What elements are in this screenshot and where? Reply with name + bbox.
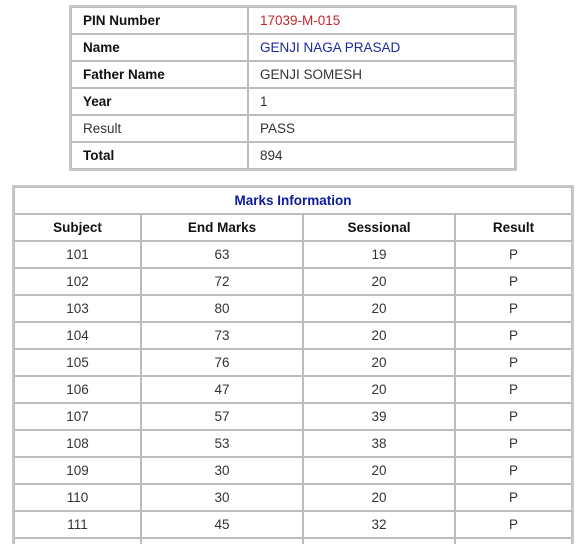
sessional-cell: 38 [303, 430, 455, 457]
sessional-cell: 39 [303, 403, 455, 430]
table-row [14, 403, 572, 430]
marks-table [12, 185, 574, 544]
subject-cell: 105 [14, 349, 141, 376]
table-row [14, 538, 572, 544]
pin-value: 17039-M-015 [248, 7, 515, 34]
sessional-cell [303, 538, 455, 544]
year-label: Year [71, 88, 248, 115]
name-row [71, 34, 515, 61]
result-cell: P [455, 430, 572, 457]
subject-cell: 103 [14, 295, 141, 322]
end-marks-cell: 72 [141, 268, 303, 295]
father-name-row [71, 61, 515, 88]
result-cell: P [455, 376, 572, 403]
sessional-cell: 20 [303, 295, 455, 322]
father-name-label: Father Name [71, 61, 248, 88]
student-info-table [69, 5, 517, 171]
result-cell: P [455, 295, 572, 322]
pin-label: PIN Number [71, 7, 248, 34]
result-row [71, 115, 515, 142]
table-row [14, 295, 572, 322]
end-marks-cell: 45 [141, 511, 303, 538]
table-row [14, 241, 572, 268]
subject-cell: 109 [14, 457, 141, 484]
end-marks-cell: 63 [141, 241, 303, 268]
marks-header-row [14, 214, 572, 241]
table-row [14, 349, 572, 376]
end-marks-cell: 53 [141, 430, 303, 457]
result-cell: P [455, 511, 572, 538]
total-row [71, 142, 515, 169]
subject-cell: 101 [14, 241, 141, 268]
sessional-cell: 20 [303, 484, 455, 511]
table-row [14, 376, 572, 403]
result-cell: P [455, 268, 572, 295]
result-cell: P [455, 484, 572, 511]
end-marks-cell: 47 [141, 376, 303, 403]
total-value: 894 [248, 142, 515, 169]
end-marks-cell: 30 [141, 457, 303, 484]
subject-cell: 106 [14, 376, 141, 403]
result-cell: P [455, 241, 572, 268]
subject-cell: 108 [14, 430, 141, 457]
end-marks-cell: 80 [141, 295, 303, 322]
result-label: Result [71, 115, 248, 142]
subject-cell [14, 538, 141, 544]
name-label: Name [71, 34, 248, 61]
name-value: GENJI NAGA PRASAD [248, 34, 515, 61]
subject-cell: 104 [14, 322, 141, 349]
result-value: PASS [248, 115, 515, 142]
end-marks-cell: 73 [141, 322, 303, 349]
sessional-cell: 20 [303, 376, 455, 403]
subject-cell: 110 [14, 484, 141, 511]
end-marks-header: End Marks [141, 214, 303, 241]
subject-cell: 102 [14, 268, 141, 295]
total-label: Total [71, 142, 248, 169]
subject-cell: 111 [14, 511, 141, 538]
result-cell: P [455, 349, 572, 376]
sessional-cell: 20 [303, 457, 455, 484]
sessional-header: Sessional [303, 214, 455, 241]
end-marks-cell [141, 538, 303, 544]
table-row [14, 457, 572, 484]
end-marks-cell: 57 [141, 403, 303, 430]
year-value: 1 [248, 88, 515, 115]
sessional-cell: 20 [303, 349, 455, 376]
result-header: Result [455, 214, 572, 241]
result-cell: P [455, 403, 572, 430]
marks-caption: Marks Information [14, 187, 572, 214]
result-cell: P [455, 457, 572, 484]
marks-caption-row [14, 187, 572, 214]
end-marks-cell: 76 [141, 349, 303, 376]
end-marks-cell: 30 [141, 484, 303, 511]
sessional-cell: 19 [303, 241, 455, 268]
table-row [14, 511, 572, 538]
result-cell [455, 538, 572, 544]
table-row [14, 268, 572, 295]
table-row [14, 322, 572, 349]
year-row [71, 88, 515, 115]
table-row [14, 430, 572, 457]
subject-header: Subject [14, 214, 141, 241]
pin-row [71, 7, 515, 34]
father-name-value: GENJI SOMESH [248, 61, 515, 88]
table-row [14, 484, 572, 511]
subject-cell: 107 [14, 403, 141, 430]
result-cell: P [455, 322, 572, 349]
sessional-cell: 32 [303, 511, 455, 538]
sessional-cell: 20 [303, 322, 455, 349]
sessional-cell: 20 [303, 268, 455, 295]
